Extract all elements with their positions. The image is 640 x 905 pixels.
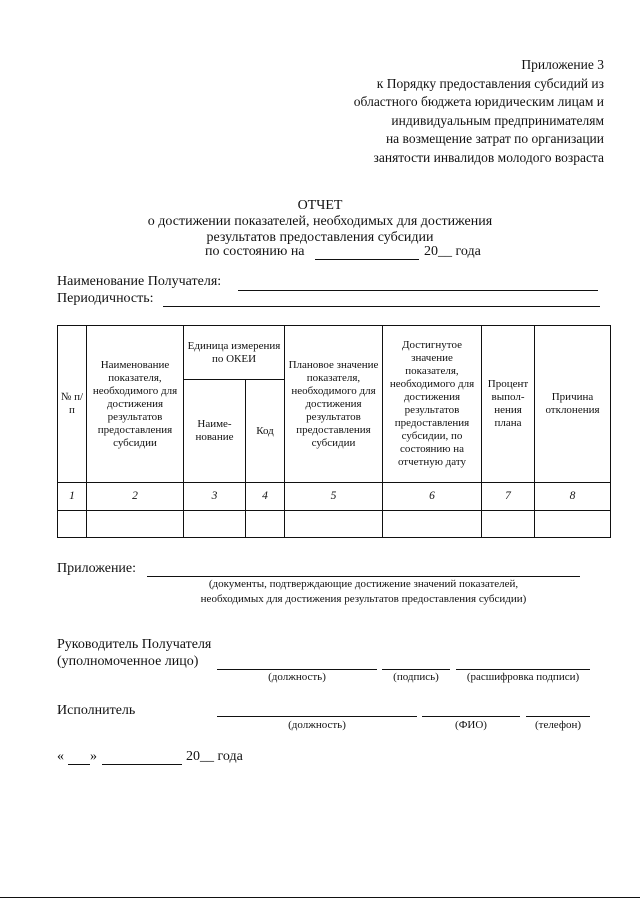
indicators-table [57, 325, 611, 538]
signature-date-year: 20__ года [186, 749, 243, 764]
date-quote-close: » [90, 749, 97, 764]
col-achieved-header: Достигнутое значение показателя, необходимого для достижения результатов предоставления субсидии, по состоянию на отчетную дату [383, 326, 482, 483]
signature-caption: (подпись) [393, 671, 439, 683]
header-line: к Порядку предоставления субсидий из [376, 75, 604, 91]
date-prefix: по состоянию на [205, 244, 305, 259]
report-subtitle-2: результатов предоставления субсидии [206, 230, 434, 245]
table-cell-empty[interactable] [535, 511, 611, 538]
col-unit-code-header: Код [246, 380, 285, 483]
col-unit-name-header: Наиме-нование [184, 380, 246, 483]
head-position-field[interactable] [217, 669, 377, 670]
head-signature-field[interactable] [382, 669, 450, 670]
table-cell-empty[interactable] [87, 511, 184, 538]
col-name-header: Наименование показателя, необходимого для достижения результатов предоставления субсидии [87, 326, 184, 483]
recipient-field[interactable] [238, 290, 598, 291]
attachment-label: Приложение: [57, 561, 137, 576]
head-label-1: Руководитель Получателя [57, 637, 212, 652]
decoding-caption: (расшифровка подписи) [466, 671, 580, 683]
executor-phone-field[interactable] [526, 716, 590, 717]
phone-caption: (телефон) [534, 719, 582, 731]
periodicity-field[interactable] [163, 306, 600, 307]
col-planned-header: Плановое значение показателя, необходимого для достижения результатов предоставления субсидии [285, 326, 383, 483]
col-num-header: № п/п [58, 326, 87, 483]
col-number: 7 [482, 483, 535, 511]
recipient-label: Наименование Получателя: [57, 274, 222, 289]
attachment-note-1: (документы, подтверждающие достижение значений показателей, [208, 578, 519, 590]
col-number: 3 [184, 483, 246, 511]
month-blank[interactable] [102, 764, 182, 765]
date-quote-open: « [57, 749, 64, 764]
col-number: 5 [285, 483, 383, 511]
col-unit-header: Единица измерения по ОКЕИ [184, 326, 285, 380]
executor-fio-field[interactable] [422, 716, 520, 717]
periodicity-label: Периодичность: [57, 291, 154, 306]
executor-label: Исполнитель [57, 703, 136, 718]
table-cell-empty[interactable] [246, 511, 285, 538]
executor-position-field[interactable] [217, 716, 417, 717]
position-caption-2: (должность) [288, 719, 346, 731]
col-number: 6 [383, 483, 482, 511]
col-number: 1 [58, 483, 87, 511]
table-cell-empty[interactable] [285, 511, 383, 538]
header-line: индивидуальным предпринимателям [391, 112, 604, 128]
attachment-field[interactable] [147, 576, 580, 577]
date-year: 20__ года [424, 244, 481, 259]
table-cell-empty[interactable] [482, 511, 535, 538]
fio-caption: (ФИО) [455, 719, 487, 731]
table-cell-empty[interactable] [184, 511, 246, 538]
table-cell-empty[interactable] [58, 511, 87, 538]
col-reason-header: Причина отклонения [535, 326, 611, 483]
header-line: занятости инвалидов молодого возраста [373, 149, 604, 165]
head-label-2: (уполномоченное лицо) [57, 654, 199, 669]
table-cell-empty[interactable] [383, 511, 482, 538]
day-blank[interactable] [68, 764, 90, 765]
page-bottom-rule [0, 897, 640, 898]
attachment-note-2: необходимых для достижения результатов предоставления субсидии) [200, 593, 527, 605]
col-number: 2 [87, 483, 184, 511]
date-blank[interactable] [315, 259, 419, 260]
header-line: областного бюджета юридическим лицам и [353, 94, 604, 110]
report-title: ОТЧЕТ [297, 198, 343, 213]
header-line: на возмещение затрат по организации [385, 131, 604, 147]
col-number: 4 [246, 483, 285, 511]
col-percent-header: Процент выпол-нения плана [482, 326, 535, 483]
position-caption: (должность) [268, 671, 326, 683]
header-line: Приложение 3 [521, 57, 604, 72]
head-decoding-field[interactable] [456, 669, 590, 670]
report-subtitle-1: о достижении показателей, необходимых для достижения [147, 214, 493, 229]
appendix-header [264, 56, 604, 168]
col-number: 8 [535, 483, 611, 511]
